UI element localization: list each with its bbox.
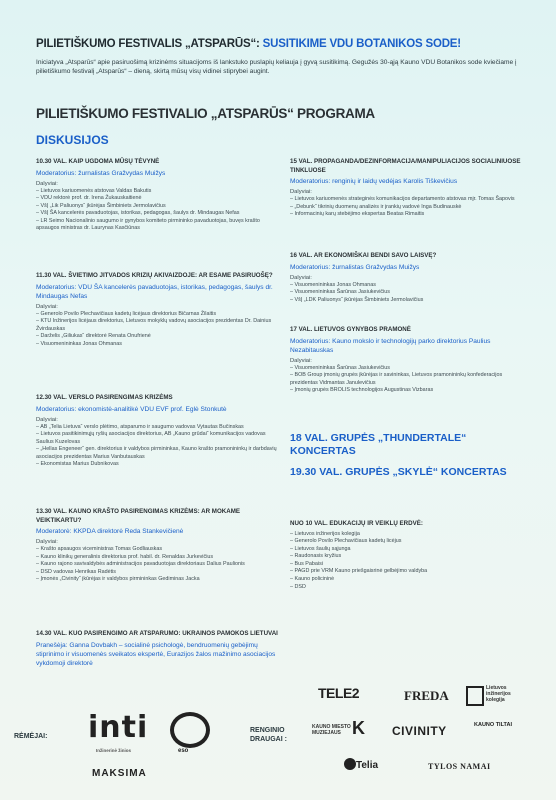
session-title: 15 VAL. PROPAGANDA/DEZINFORMACIJA/MANIPULIACIJOS SOCIALINIUOSE TINKLUOSE [290, 158, 521, 174]
inti-logo: inti [88, 710, 149, 745]
session-block [36, 272, 284, 348]
participant-item: – DSD vadovas Henrikas Radėtis [36, 569, 284, 577]
session-moderator: Moderatorius: Kauno mokslo ir technologijų parko direktorius Paulius Nezabitauskas [290, 337, 491, 354]
kaunas-logo: KAUNO MIESTO MUZIEJAUS [312, 724, 351, 736]
session-block [290, 326, 522, 395]
participants-label: Dalyviai: [290, 357, 312, 364]
participant-item: – Įmonės „Civinity“ įkūrėjas ir valdybos pirmininkas Gediminas Jacka [36, 576, 284, 584]
session-moderator: Moderatorius: žurnalistas Gražvydas Muižys [36, 169, 166, 177]
participant-item: – VšĮ „Lik Paliuonys“ įkūrėjas Šimbiniets Jermolavičius [36, 203, 284, 211]
participant-item: – Informacinių karų stebėjimo ekspertas Beatas Rimaitis [290, 211, 522, 219]
session-block [36, 158, 284, 233]
session-title: 12.30 VAL. VERSLO PASIRENGIMAS KRIZĖMS [36, 394, 173, 401]
kaunas-logo-icon: K [352, 718, 365, 738]
participant-item: – Krašto apsaugos viceministras Tomas Godliauskas [36, 546, 284, 554]
session-moderator: Moderatorė: KKPDA direktorė Reda Stankevičienė [36, 528, 184, 535]
session-title: NUO 10 VAL. EDUKACIJŲ IR VEIKLŲ ERDVĖ: [290, 520, 423, 527]
participant-item: – „Hellas Engeneer“ gen. direktorius ir valdybos pirmininkas, Kauno krašto pramonininkų ir darbdavių asociacijos prezidentas Marius Vanbutauskas [36, 446, 284, 461]
activity-item: – Kauno policininė [290, 576, 522, 584]
participant-item: – „Debunk“ tikrinių duomenų analizės ir įrankių vadovė Inga Budinauskė [290, 204, 522, 212]
activity-item: – Lietuvos inžinerijos kolegija [290, 531, 522, 539]
participant-item: – Lietuvos pasitikinimųjų ryšių asociacijos direktorius, AB „Kauno grūdai“ komunikacijos vadovas Saulius Kuzelovas [36, 431, 284, 446]
participant-item: – Visuomenininkas Jonas Ohmanas [36, 341, 284, 349]
session-moderator: Moderatorius: ekonomistė-analitikė VDU EVF prof. Eglė Stonkutė [36, 405, 227, 413]
participant-item: – Generolo Povilo Plechavičiaus kadetų licėjaus direktorius Bičarnas Žilaitis [36, 311, 284, 319]
intro-text: Iniciatyva „Atsparūs“ apie pasiruošimą krizinėms situacijoms iš lankstuko puslapių keliauja į gyvą susitikimą. Gegužės 30-ąją Kauno VDU Botanikos sode kviečiame į pilietiškumo festivalį „Atsparūs“ – dieną, skirtą mūsų visų vidinei stiprybei augint. [36, 59, 517, 75]
session-title: 10.30 VAL. KAIP UGDOMA MŪSŲ TĖVYNĖ [36, 158, 160, 165]
session-title: 14.30 VAL. KUO PASIRENGIMO AR ATSPARUMO: UKRAINOS PAMOKOS LIETUVAI [36, 630, 278, 637]
participants-label: Dalyviai: [36, 416, 58, 423]
participants-label: Dalyviai: [290, 189, 312, 195]
participant-item: – AB „Telia Lietuva“ verslo plėtimo, atsparumo ir saugumo vadovas Vytautas Bučinskas [36, 424, 284, 432]
session-block [290, 252, 522, 304]
telia-logo-icon [344, 758, 356, 770]
participants-label: Dalyviai: [36, 303, 58, 310]
participant-item: – Kauno rajono savivaldybės administracijos pavaduotojas direktoriaus Dalius Paulionis [36, 561, 284, 569]
college-logo: Lietuvos inžinerijos kolegija [486, 685, 511, 703]
maksima-logo: MAKSIMA [92, 768, 147, 779]
participant-item: – Ekonomistas Marius Dubnikovas [36, 461, 284, 469]
participant-item: – Lietuvos kariuomenės strateginės komunikacijos departamento atstovas mjr. Tomas Šapovis [290, 196, 522, 204]
activity-item: – Bus Pabaisi [290, 561, 522, 569]
session-moderator: Moderatorius: VDU ŠA kancelerės pavaduotojas, istorikas, pedagogas, šaulys dr. Mindaugas Nefas [36, 283, 273, 300]
kauno-tiltai-logo: KAUNO TILTAI [474, 722, 512, 728]
activity-item: – PAGD prie VRM Kauno priešgaisrinė gelbėjimo valdyba [290, 568, 522, 576]
participant-item: – Visuomenininkas Jonas Ohmanas [290, 282, 522, 290]
session-moderator: Moderatorius: žurnalistas Gražvydas Muižys [290, 263, 420, 271]
participant-item: – Lietuvos kariuomenės atstovas Valdas Bakutis [36, 188, 284, 196]
participant-item: – BOB Group įmonių grupės įkūrėjas ir savininkas, Lietuvos pramonininkų konfederacijos prezidentas Vidmantas Janulevičius [290, 372, 522, 387]
eso-logo: eso [178, 748, 189, 754]
session-block [36, 394, 284, 469]
activity-item: – Generolo Povilo Plechavičiaus kadetų licėjus [290, 538, 522, 546]
session-block [36, 508, 284, 584]
concert-thundertale: 18 VAL. GRUPĖS „THUNDERTALE“ KONCERTAS [290, 432, 467, 457]
telia-logo: Telia [356, 760, 379, 771]
session-title: 16 VAL. AR EKONOMIŠKAI BENDI SAVO LAISVĘ? [290, 252, 437, 259]
participant-item: – Darželis „Giliukas“ direktorė Renata Onufrienė [36, 333, 284, 341]
section-heading: DISKUSIJOS [36, 133, 109, 147]
inti-logo-sub: Inžinerinė žinios [96, 748, 132, 753]
activity-item: – DSD [290, 584, 522, 592]
eso-logo-icon [170, 712, 210, 748]
participant-item: – VšĮ „LDK Paliuonys“ įkūrėjas Šimbiniets Jermolavičius [290, 297, 522, 305]
participant-item: – VDU rektorė prof. dr. Irena Žukauskaitienė [36, 195, 284, 203]
activity-item: – Raudonasis kryžius [290, 553, 522, 561]
festival-title-highlight: SUSITIKIME VDU BOTANIKOS SODE! [262, 38, 461, 50]
participant-item: – LR Seimo Nacionalinio saugumo ir gynybos komiteto pirmininko pavaduotojas, buvęs krašto apsaugos ministras dr. Laurynas Kasčiūnas [36, 218, 284, 233]
concert-skyle: 19.30 VAL. GRUPĖS „SKYLĖ“ KONCERTAS [290, 466, 507, 478]
participant-item: – Kauno klinikų generalinis direktorius prof. habil. dr. Renaldas Jurkevičius [36, 554, 284, 562]
festival-title-main: PILIETIŠKUMO FESTIVALIS „ATSPARŪS“: [36, 38, 260, 50]
participants-label: Dalyviai: [36, 539, 58, 545]
session-block [290, 158, 522, 219]
participants-label: Dalyviai: [36, 180, 58, 187]
participant-item: – Įmonių grupės BROLIS technologijos Augustinas Vizbaras [290, 387, 522, 395]
session-moderator: Moderatorius: renginių ir laidų vedėjas Karolis Tiškevičius [290, 178, 458, 185]
civinity-logo: CIVINITY [392, 724, 447, 738]
session-block [36, 630, 284, 671]
participants-label: Dalyviai: [290, 274, 312, 281]
tylos-namai-logo: TYLOS NAMAI [428, 762, 491, 771]
freda-logo: FREDA [404, 688, 449, 703]
program-heading: PILIETIŠKUMO FESTIVALIO „ATSPARŪS“ PROGRAMA [36, 106, 375, 121]
session-title: 13.30 VAL. KAUNO KRAŠTO PASIRENGIMAS KRIZĖMS: AR MOKAME VEIKTIKARTU? [36, 508, 240, 524]
session-speaker: Pranešėja: Ganna Dovbakh – socialinė psichologė, bendruomenių gebėjimų stiprinimo ir visuomenės sveikatos ekspertė, Eurazijos žalos mažinimo asociacijos vykdomoji direktorė [36, 641, 276, 667]
participant-item: – VšĮ ŠA kancelerės pavaduotojas, istorikas, pedagogas, šaulys dr. Mindaugas Nefas [36, 210, 284, 218]
participant-item: – Visuomenininkas Šarūnas Jasiukevičius [290, 289, 522, 297]
tele2-logo: TELE2 [318, 685, 360, 701]
participant-item: – KTU Inžinerijos licėjaus direktorius, Lietuvos mokyklų vadovų asociacijos prezidentas Dr. Dainius Žvirdauskas [36, 318, 284, 333]
activity-item: – Lietuvos šaulių sąjunga [290, 546, 522, 554]
friends-label: RENGINIO DRAUGAI : [250, 727, 287, 743]
college-logo-icon [466, 686, 484, 706]
participant-item: – Visuomenininkas Šarūnas Jasiukevičius [290, 365, 522, 373]
festival-title [36, 38, 536, 50]
session-title: 11.30 VAL. ŠVIETIMO JITVADOS KRIZIŲ AKIVAIZDOJE: AR ESAME PASIRUOŠĘ? [36, 272, 273, 279]
sponsors-label: RĖMĖJAI: [14, 733, 48, 740]
session-block [290, 520, 522, 591]
session-title: 17 VAL. LIETUVOS GYNYBOS PRAMONĖ [290, 326, 411, 333]
